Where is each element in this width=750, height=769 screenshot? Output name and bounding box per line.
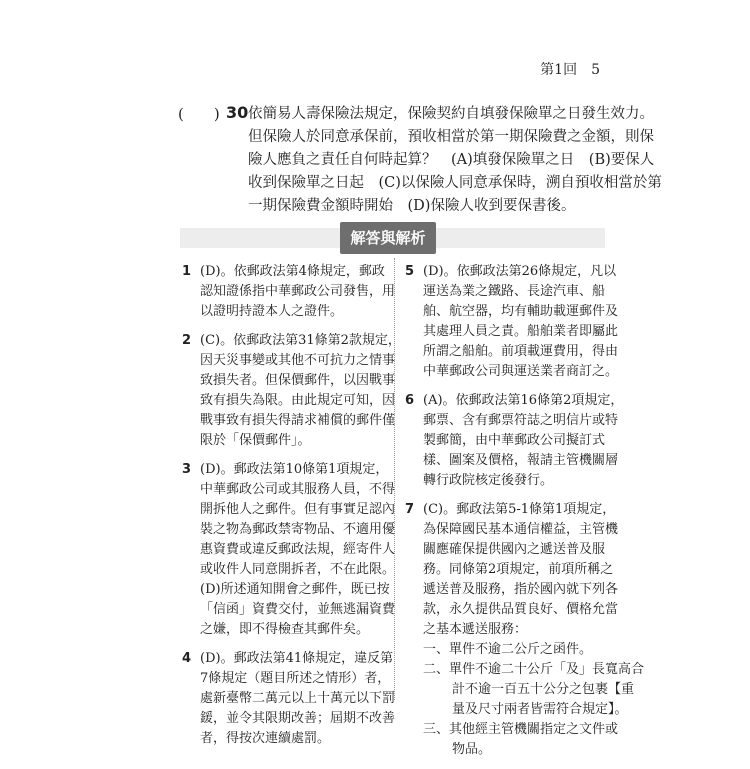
answer-line: (D)。依郵政法第26條規定，凡以 xyxy=(423,264,617,279)
answer-line: 鍰，並令其限期改善；屆期不改善 xyxy=(200,711,396,726)
answer-number: 3 xyxy=(182,462,192,477)
answer-line: 運送為業之鐵路、長途汽車、船 xyxy=(423,284,606,299)
answer-line: 遞送普及服務，指於國內就下列各 xyxy=(423,582,619,597)
answers-right-column xyxy=(405,262,645,769)
question-line: 險人應負之責任自何時起算？ (A)填發保險單之日 (B)要保人 xyxy=(248,152,655,168)
answer-text xyxy=(423,500,644,760)
answer-line: 量及尺寸兩者皆需符合規定】。 xyxy=(452,702,628,717)
answer-item xyxy=(405,391,624,491)
page-header xyxy=(540,59,600,79)
answer-line: 二、單件不逾二十公斤「及」長寬高合 xyxy=(423,662,645,677)
question-number: 30 xyxy=(226,103,249,122)
question-line: 依簡易人壽保險法規定，保險契約自填發保險單之日發生效力。 xyxy=(248,106,654,122)
answer-line: 中華郵政公司與運送業者商訂之。 xyxy=(423,364,619,379)
answer-item xyxy=(182,460,394,640)
answer-line: (D)。郵政法第10條第1項規定， xyxy=(200,462,389,477)
page-number: 5 xyxy=(591,62,600,78)
answer-line: 之基本遞送服務： xyxy=(423,622,528,637)
answer-text xyxy=(423,262,618,382)
answer-line: 惠資費或違反郵政法規，經寄件人 xyxy=(200,542,396,557)
answer-line: 轉行政院核定後發行。 xyxy=(423,473,554,488)
answer-text xyxy=(200,331,401,451)
answer-line: 其處理人員之責。船舶業者即屬此 xyxy=(423,324,619,339)
answer-line: 關應確保提供國內之遞送普及服 xyxy=(423,542,606,557)
answer-line: (D)。郵政法第41條規定，違反第 xyxy=(200,651,394,666)
question-line: 但保險人於同意承保前，預收相當於第一期保險費之金額，則保 xyxy=(248,129,654,145)
answer-number: 1 xyxy=(182,264,192,279)
answer-line: 所謂之船舶。前項載運費用，得由 xyxy=(423,344,619,359)
answer-blank: ( ) xyxy=(178,105,220,123)
answer-line: 認知證係指中華郵政公司發售，用 xyxy=(200,284,396,299)
chapter-label: 第1回 xyxy=(540,62,578,78)
answer-line: 務。同條第2項規定，前項所稱之 xyxy=(423,562,614,577)
answer-line: 舶、航空器，均有輔助載運郵件及 xyxy=(423,304,619,319)
answer-line: 一、單件不逾二公斤之函件。 xyxy=(423,642,593,657)
answer-text xyxy=(200,649,395,749)
answer-line: 致有損失為限。由此規定可知，因 xyxy=(200,393,396,408)
answer-line: (D)所述通知開會之郵件，既已按 xyxy=(200,582,390,597)
answer-line: (D)。依郵政法第4條規定，郵政 xyxy=(200,264,385,279)
answer-line: 限於「保價郵件」。 xyxy=(200,433,311,448)
answer-number: 5 xyxy=(405,264,415,279)
answer-text xyxy=(200,460,395,640)
answer-line: 裝之物為郵政禁寄物品、不適用優 xyxy=(200,522,396,537)
answer-line: 或收件人同意開拆者，不在此限。 xyxy=(200,562,396,577)
question-line: 收到保險單之日起 (C)以保險人同意承保時，溯自預收相當於第 xyxy=(248,175,662,191)
answer-line: 開拆他人之郵件。但有事實足認內 xyxy=(200,502,396,517)
answer-line: 7條規定（題目所述之情形）者， xyxy=(200,671,391,686)
answer-line: (C)。依郵政法第31條第2款規定， xyxy=(200,333,401,348)
answer-line: 為保障國民基本通信權益，主管機 xyxy=(423,522,619,537)
answer-text xyxy=(200,262,395,322)
answer-item xyxy=(182,649,394,749)
answer-line: 以證明持證本人之證件。 xyxy=(200,304,344,319)
answer-line: (A)。依郵政法第16條第2項規定， xyxy=(423,393,624,408)
answer-text xyxy=(423,391,623,491)
answer-line: 因天災事變或其他不可抗力之情事 xyxy=(200,353,396,368)
answer-item xyxy=(405,500,645,760)
question-line: 一期保險費金額時開始 (D)保險人收到要保書後。 xyxy=(248,198,576,214)
answer-line: 款，永久提供品質良好、價格允當 xyxy=(423,602,619,617)
question-text xyxy=(248,103,662,218)
answer-line: 處新臺幣二萬元以上十萬元以下罰 xyxy=(200,691,396,706)
answer-item xyxy=(405,262,617,382)
question-30 xyxy=(178,103,662,218)
answer-item xyxy=(182,262,394,322)
answer-line: 物品。 xyxy=(452,742,492,757)
answer-number: 6 xyxy=(405,393,415,408)
answer-line: 者，得按次連續處罰。 xyxy=(200,731,331,746)
answer-line: (C)。郵政法第5-1條第1項規定， xyxy=(423,502,616,517)
answer-number: 4 xyxy=(182,651,192,666)
answers-left-column xyxy=(182,262,401,758)
answer-line: 計不逾一百五十公分之包裹【重 xyxy=(452,682,635,697)
answer-number: 2 xyxy=(182,333,192,348)
answer-line: 郵票、含有郵票符誌之明信片或特 xyxy=(423,413,619,428)
answer-line: 三、其他經主管機關指定之文件或 xyxy=(423,722,619,737)
answer-line: 之嫌，即不得檢查其郵件矣。 xyxy=(200,622,370,637)
answer-line: 中華郵政公司或其服務人員，不得 xyxy=(200,482,396,497)
answer-line: 戰事致有損失得請求補償的郵件僅 xyxy=(200,413,396,428)
section-title: 解答與解析 xyxy=(340,222,436,254)
answer-item xyxy=(182,331,401,451)
answer-line: 製郵簡，由中華郵政公司擬訂式 xyxy=(423,433,606,448)
answer-line: 致損失者。但保價郵件，以因戰事 xyxy=(200,373,396,388)
answer-number: 7 xyxy=(405,502,415,517)
answer-line: 「信函」資費交付，並無逃漏資費 xyxy=(200,602,396,617)
answer-line: 樣、圖案及價格，報請主管機關層 xyxy=(423,453,619,468)
